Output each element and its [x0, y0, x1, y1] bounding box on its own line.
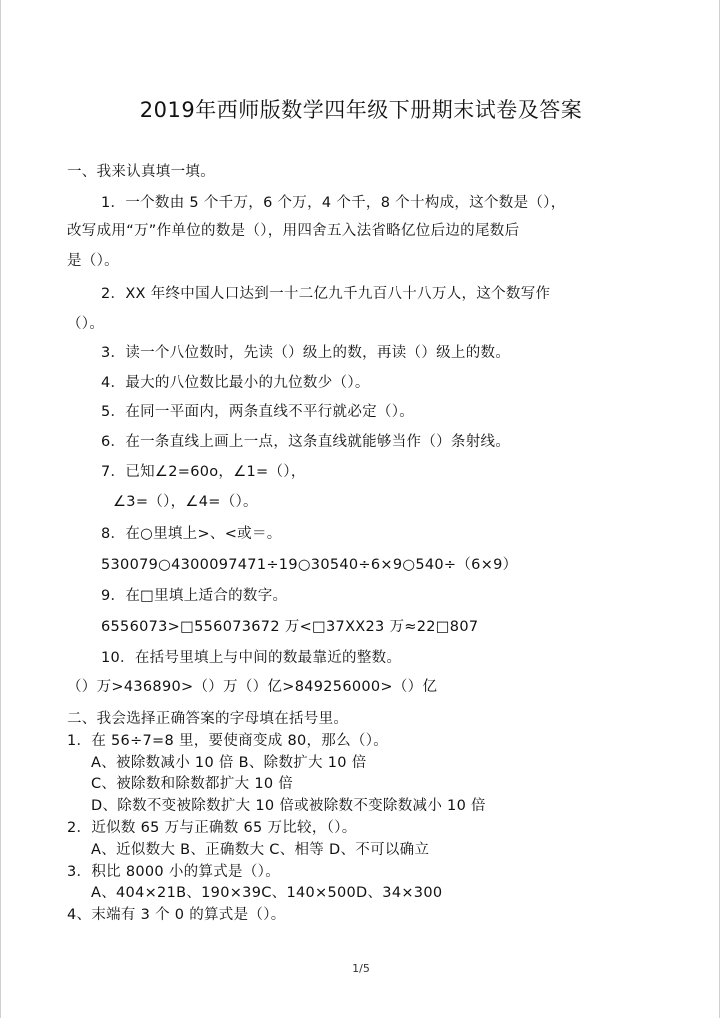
q4-line: 4．最大的八位数比最小的九位数少（）。 [101, 375, 370, 391]
q1-line-2: 改写成用“万”作单位的数是（），用四舍五入法省略亿位后边的尾数后 [67, 223, 520, 239]
s2-q3-options: A、404×21B、190×39C、140×500D、34×300 [91, 885, 443, 901]
q9-line-1: 9．在□里填上适合的数字。 [101, 588, 288, 604]
page-number: 1/5 [352, 962, 370, 975]
q6-line: 6．在一条直线上画上一点，这条直线就能够当作（）条射线。 [101, 434, 511, 450]
q1-line-3: 是（）。 [67, 253, 119, 269]
section-1-heading: 一、我来认真填一填。 [67, 164, 215, 180]
q8-line-2: 530079○4300097471÷19○30540÷6×9○540÷（6×9） [101, 557, 518, 573]
s2-q1-option-ab: A、被除数减小 10 倍 B、除数扩大 10 倍 [91, 755, 367, 771]
q2-line-1: 2．XX 年终中国人口达到一十二亿九千九百八十八万人，这个数写作 [101, 286, 551, 302]
s2-q1-option-d: D、除数不变被除数扩大 10 倍或被除数不变除数减小 10 倍 [91, 798, 486, 814]
q7-line-1: 7．已知∠2=60o，∠1=（）， [101, 464, 306, 480]
s2-q2-line: 2．近似数 65 万与正确数 65 万比较，（）。 [67, 820, 357, 836]
q3-line: 3．读一个八位数时，先读（）级上的数，再读（）级上的数。 [101, 345, 511, 361]
q5-line: 5．在同一平面内，两条直线不平行就必定（）。 [101, 404, 415, 420]
q8-line-1: 8．在○里填上>、<或＝。 [101, 526, 282, 542]
s2-q1-line: 1．在 56÷7=8 里，要使商变成 80，那么（）。 [67, 733, 389, 749]
q2-line-2: （）。 [67, 316, 105, 332]
s2-q3-line: 3．积比 8000 小的算式是（）。 [67, 864, 280, 880]
q10-line-2: （）万>436890>（）万（）亿>849256000>（）亿 [67, 679, 438, 695]
s2-q1-option-c: C、被除数和除数都扩大 10 倍 [91, 776, 294, 792]
q10-line-1: 10．在括号里填上与中间的数最靠近的整数。 [101, 650, 402, 666]
s2-q2-options: A、近似数大 B、正确数大 C、相等 D、不可以确立 [91, 842, 430, 858]
q9-line-2: 6556073>□556073672 万<□37XX23 万≈22□807 [101, 619, 479, 635]
q7-line-2: ∠3=（），∠4=（）。 [113, 494, 258, 510]
section-2-heading: 二、我会选择正确答案的字母填在括号里。 [67, 711, 349, 727]
document-title: 2019年西师版数学四年级下册期末试卷及答案 [139, 98, 583, 122]
q1-line-1: 1．一个数由 5 个千万，6 个万，4 个千，8 个十构成，这个数是（）， [101, 195, 566, 211]
s2-q4-line: 4、末端有 3 个 0 的算式是（）。 [67, 907, 286, 923]
